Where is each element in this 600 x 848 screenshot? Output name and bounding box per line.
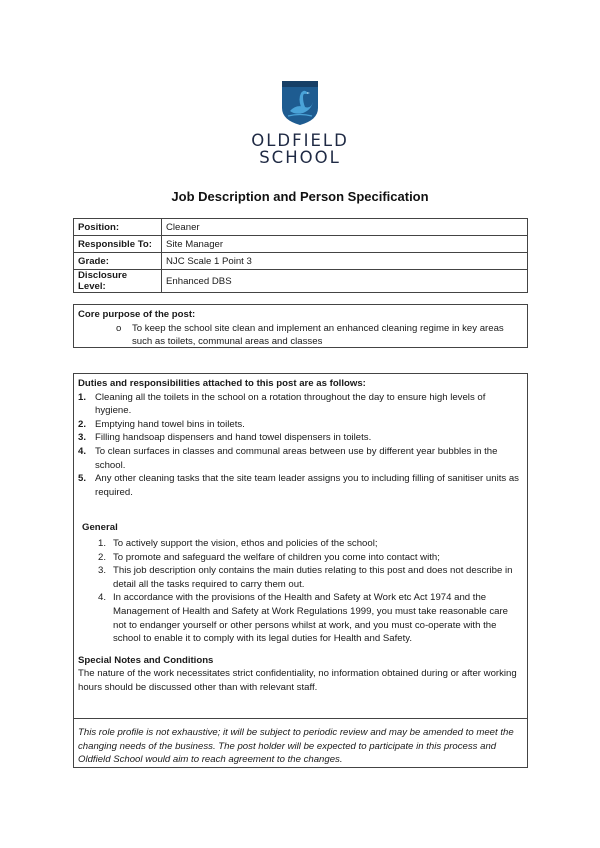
list-item-text: This job description only contains the main duties relating to this post and does not describe in detail all the tasks required to carry them out. [113,565,513,590]
list-item-text: Filling handsoap dispensers and hand towel dispensers in toilets. [95,432,372,444]
list-item-text: Any other cleaning tasks that the site team leader assigns you to including filling of sanitiser units as required. [95,473,519,498]
general-heading: General [82,522,118,534]
list-item-text: To clean surfaces in classes and communal areas between use by different year bubbles in the school. [95,445,498,471]
list-item [78,537,523,551]
swan-crest-icon [281,80,319,126]
school-name-line2: SCHOOL [259,148,341,167]
table-row [74,253,528,270]
document-title: Job Description and Person Specification [171,189,429,204]
school-name-line1: OLDFIELD [251,131,349,150]
table-row [74,270,528,293]
list-item [78,472,523,499]
core-purpose-text: To keep the school site clean and implement an enhanced cleaning regime in key areas such as toilets, communal areas and classes [132,322,504,348]
list-item [78,445,523,472]
responsible-to-label: Responsible To: [74,236,162,253]
job-info-table [73,218,528,293]
duties-box [73,373,528,768]
list-item-text: Emptying hand towel bins in toilets. [95,418,245,430]
list-item [78,564,523,591]
grade-value: NJC Scale 1 Point 3 [162,253,528,270]
table-row [74,219,528,236]
list-item [78,418,523,432]
list-item-text: In accordance with the provisions of the Health and Safety at Work etc Act 1974 and the Management of Health and Safety at Work Regulations 1999, you must take reasonable care not to endanger yourself or other persons whilst at work, and you must co-operate with the school to enable it to comply with its legal duties for Health and Safety. [113,592,508,645]
grade-label: Grade: [74,253,162,270]
list-item-text: To actively support the vision, ethos and policies of the school; [113,537,378,549]
school-logo [0,80,600,166]
bullet-marker: o [116,322,122,334]
list-item [78,551,523,565]
duties-list [78,391,523,500]
general-list [78,537,523,646]
section-divider [74,718,527,719]
list-number: 4. [78,445,87,457]
core-purpose-heading: Core purpose of the post: [78,309,196,320]
list-item [78,431,523,445]
list-number: 3. [78,432,87,444]
list-number: 2. [98,551,107,563]
role-profile-note: This role profile is not exhaustive; it will be subject to periodic review and may be amended to meet the changing needs of the business. The post holder will be expected to participate in this process and Oldfield School would aim to reach agreement to the changes. [78,727,514,766]
position-value: Cleaner [162,219,528,236]
list-item [78,591,523,645]
list-number: 3. [98,565,107,577]
list-number: 2. [78,418,87,430]
list-number: 1. [98,537,107,549]
core-purpose-box [73,304,528,348]
list-number: 1. [78,391,87,403]
disclosure-level-value: Enhanced DBS [162,270,528,293]
list-item-text: To promote and safeguard the welfare of children you come into contact with; [113,551,440,563]
position-label: Position: [74,219,162,236]
list-number: 4. [98,592,107,604]
disclosure-level-label: Disclosure Level: [74,270,162,293]
list-item-text: Cleaning all the toilets in the school on a rotation throughout the day to ensure high levels of hygiene. [95,391,486,417]
special-notes-heading: Special Notes and Conditions [78,654,214,666]
core-purpose-item [116,322,523,349]
responsible-to-value: Site Manager [162,236,528,253]
list-item [78,391,523,418]
duties-heading: Duties and responsibilities attached to this post are as follows: [78,378,366,389]
table-row [74,236,528,253]
special-notes-text: The nature of the work necessitates strict confidentiality, no information obtained during or after working hours should be discussed other than with relevant staff. [78,668,517,693]
list-number: 5. [78,473,87,485]
